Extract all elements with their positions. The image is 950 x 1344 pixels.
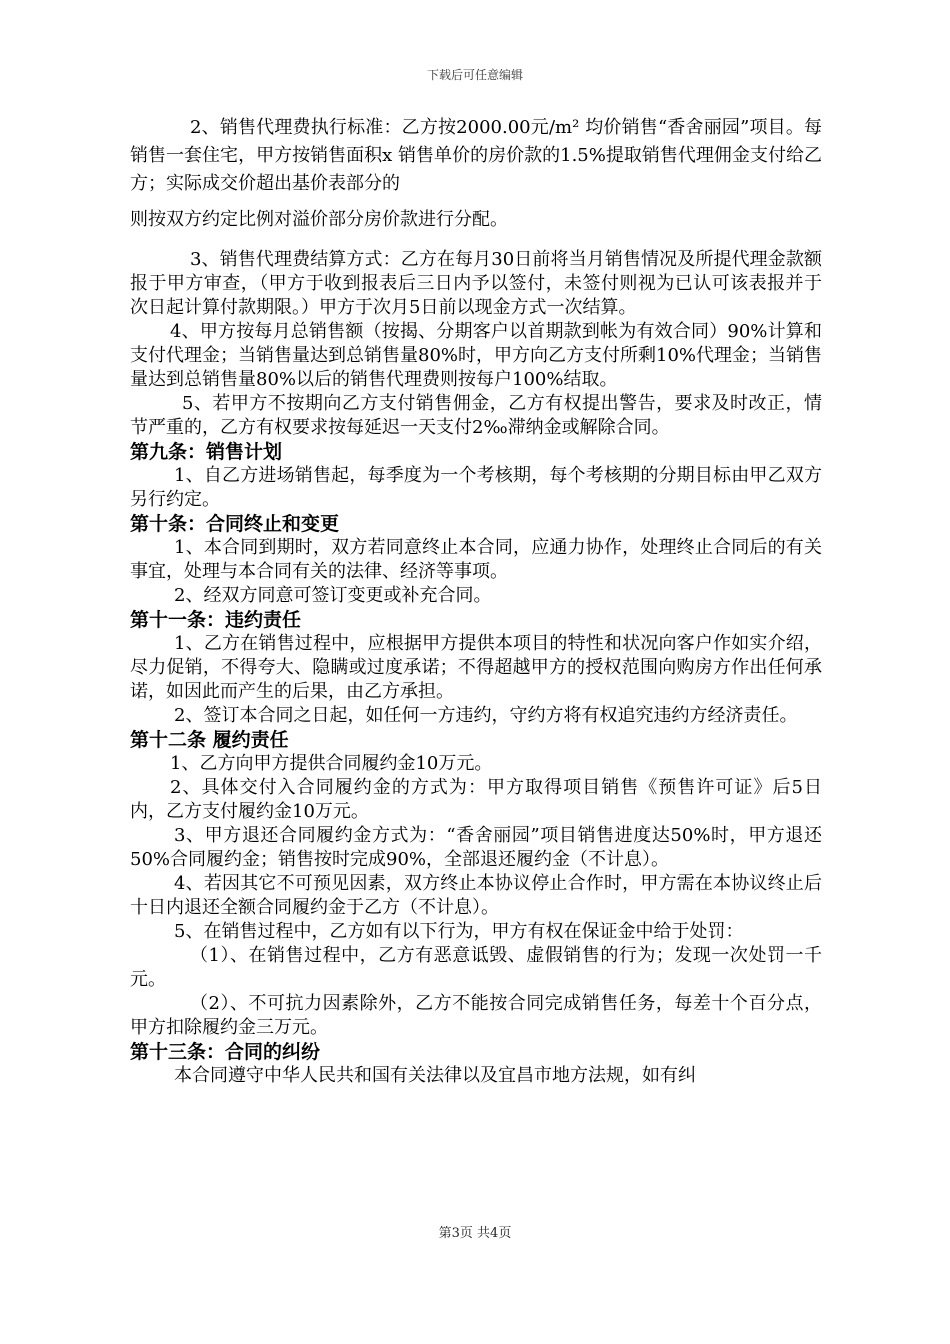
paragraph: 3、甲方退还合同履约金方式为：“香舍丽园”项目销售进度达50%时，甲方退还50%合同履约金；销售按时完成90%，全部退还履约金（不计息）。	[130, 825, 822, 870]
paragraph: 3、销售代理费结算方式：乙方在每月30日前将当月销售情况及所提代理金款额报于甲方审查，（甲方于收到报表后三日内予以签付，未签付则视为已认可该表报并于次日起计算付款期限。）甲方于次月5日前以现金方式一次结算。	[130, 249, 822, 318]
paragraph: 2、签订本合同之日起，如任何一方违约，守约方将有权追究违约方经济责任。	[174, 705, 798, 726]
paragraph: 2、具体交付入合同履约金的方式为：甲方取得项目销售《预售许可证》后5日内，乙方支付履约金10万元。	[130, 777, 822, 822]
paragraph: 2、销售代理费执行标准：乙方按2000.00元/m² 均价销售“香舍丽园”项目。每销售一套住宅，甲方按销售面积x 销售单价的房价款的1.5%提取销售代理佣金支付给乙方；实际成交价超出基价表部分的	[130, 117, 822, 194]
paragraph: 则按双方约定比例对溢价部分房价款进行分配。	[130, 209, 508, 230]
paragraph: 本合同遵守中华人民共和国有关法律以及宜昌市地方法规，如有纠	[174, 1065, 696, 1086]
document-body	[130, 114, 822, 1088]
paragraph: 1、自乙方进场销售起，每季度为一个考核期，每个考核期的分期目标由甲乙双方另行约定。	[130, 465, 822, 510]
paragraph: 4、甲方按每月总销售额（按揭、分期客户以首期款到帐为有效合同）90%计算和支付代理金；当销售量达到总销售量80%时，甲方向乙方支付所剩10%代理金；当销售量达到总销售量80%以后的销售代理费则按每户100%结取。	[130, 321, 823, 390]
section-heading: 第十三条：合同的纠纷	[130, 1041, 321, 1063]
paragraph: 1、本合同到期时，双方若同意终止本合同，应通力协作，处理终止合同后的有关事宜，处理与本合同有关的法律、经济等事项。	[130, 537, 822, 582]
paragraph: 2、经双方同意可签订变更或补充合同。	[174, 585, 492, 606]
section-heading: 第九条：销售计划	[130, 441, 283, 463]
paragraph: （1）、在销售过程中，乙方有恶意诋毁、虚假销售的行为；发现一次处罚一千元。	[130, 945, 822, 990]
page-footer: 第3页 共4页	[438, 1226, 512, 1241]
section-heading: 第十条：合同终止和变更	[130, 513, 340, 535]
paragraph: 4、若因其它不可预见因素，双方终止本协议停止合作时，甲方需在本协议终止后十日内退还全额合同履约金于乙方（不计息）。	[130, 873, 822, 918]
paragraph: 5、在销售过程中，乙方如有以下行为，甲方有权在保证金中给于处罚：	[174, 921, 744, 942]
paragraph: 1、乙方在销售过程中，应根据甲方提供本项目的特性和状况向客户作如实介绍，尽力促销，不得夸大、隐瞒或过度承诺；不得超越甲方的授权范围向购房方作出任何承诺，如因此而产生的后果，由乙方承担。	[130, 633, 822, 702]
page-header: 下载后可任意编辑	[426, 68, 523, 82]
paragraph: 1、乙方向甲方提供合同履约金10万元。	[170, 753, 493, 774]
paragraph: （2）、不可抗力因素除外，乙方不能按合同完成销售任务，每差十个百分点，甲方扣除履约金三万元。	[130, 993, 822, 1038]
paragraph: 5、若甲方不按期向乙方支付销售佣金，乙方有权提出警告，要求及时改正，情节严重的，乙方有权要求按每延迟一天支付2‰滞纳金或解除合同。	[130, 393, 822, 438]
section-heading: 第十一条：违约责任	[130, 609, 302, 631]
section-heading: 第十二条 履约责任	[130, 729, 289, 751]
